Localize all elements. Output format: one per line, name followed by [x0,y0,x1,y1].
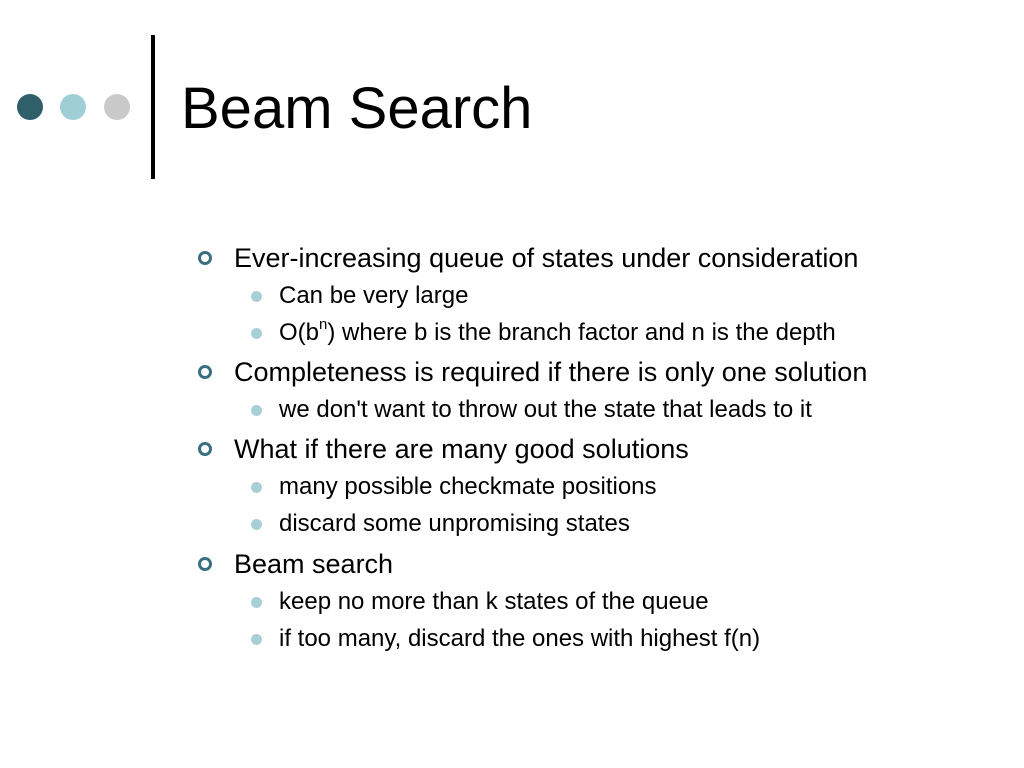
bullet-dot-icon [251,519,262,530]
bullet-item [234,356,867,388]
sub-bullet-item [279,472,657,502]
sub-bullet-item [279,624,760,654]
sub-bullet-text: we don't want to throw out the state that leads to it [279,396,812,423]
sub-bullet-item [279,587,709,617]
bullet-text: What if there are many good solutions [234,434,689,464]
bullet-text: Ever-increasing queue of states under consideration [234,243,859,273]
sub-bullet-text: many possible checkmate positions [279,473,657,500]
slide-title: Beam Search [181,76,533,141]
formula-suffix: ) where b is the branch factor and n is the depth [327,319,836,346]
bullet-ring-icon [198,442,212,456]
sub-bullet-text [279,316,836,346]
bullet-ring-icon [198,365,212,379]
bullet-dot-icon [251,405,262,416]
sub-bullet-item [279,281,468,311]
bullet-item [234,433,689,465]
bullet-ring-icon [198,557,212,571]
formula-exponent: n [319,316,328,333]
sub-bullet-text: keep no more than k states of the queue [279,588,709,615]
bullet-dot-icon [251,482,262,493]
bullet-item [234,242,858,274]
sub-bullet-item [279,395,812,425]
bullet-item [234,548,393,580]
sub-bullet-text: discard some unpromising states [279,510,630,537]
sub-bullet-text: if too many, discard the ones with highest f(n) [279,625,761,652]
bullet-text: Beam search [234,549,394,579]
sub-bullet-item [279,509,630,539]
formula-prefix: O(b [279,319,320,346]
bullet-dot-icon [251,634,262,645]
bullet-dot-icon [251,597,262,608]
bullet-dot-icon [251,328,262,339]
sub-bullet-text: Can be very large [279,282,469,309]
bullet-text: Completeness is required if there is only one solution [234,357,868,387]
sub-bullet-item [279,318,836,348]
bullet-ring-icon [198,251,212,265]
bullet-dot-icon [251,291,262,302]
